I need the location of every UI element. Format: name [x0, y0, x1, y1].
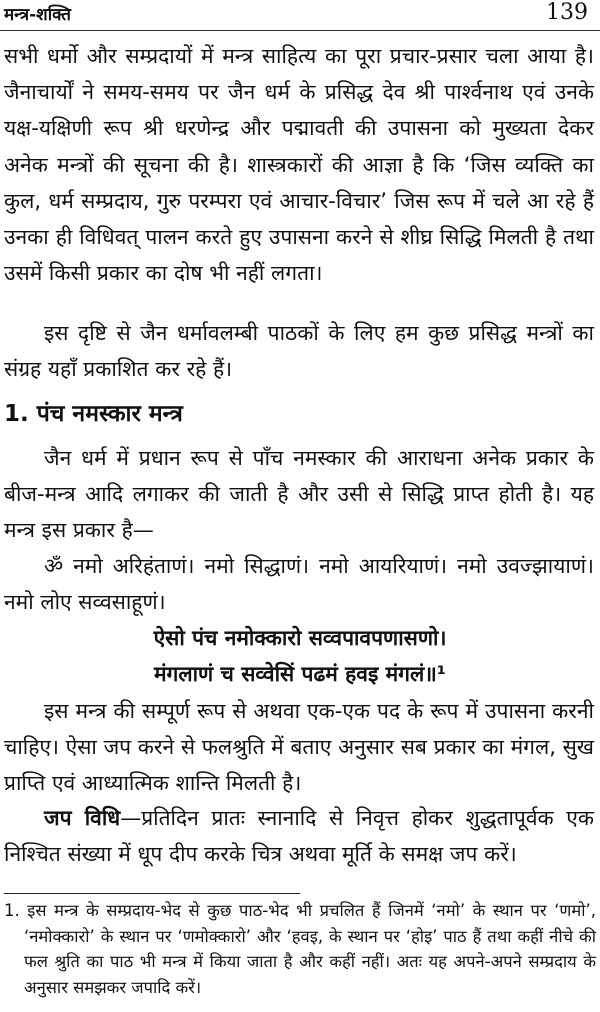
paragraph-mantra-text: ॐ नमो अरिहंताणं। नमो सिद्धाणं। नमो आयरियाणं। नमो उवज्झायाणं। नमो लोए सव्वसाहूणं।	[4, 554, 594, 615]
paragraph-worship: इस मन्त्र की सम्पूर्ण रूप से अथवा एक-एक पद के रूप में उपासना करनी चाहिए। ऐसा जप करने से फलश्रुति में बताए अनुसार सब प्रकार का मंगल, सुख प्राप्ति एवं आध्यात्मिक शान्ति मिलती है।	[4, 699, 594, 796]
paragraph-intro: सभी धर्मो और सम्प्रदायों में मन्त्र साहित्य का पूरा प्रचार-प्रसार चला आया है। जैनाचार्यों ने समय-समय पर जैन धर्म के प्रसिद्ध देव श्री पार्श्वनाथ एवं उनके यक्ष-यक्षिणी रूप श्री धरणेन्द्र और पद्मावती की उपासना को मुख्यता देकर अनेक मन्त्रों की सूचना की है। शास्त्रकारों की आज्ञा है कि ‘जिस व्यक्ति का कुल, धर्म सम्प्रदाय, गुरु परम्परा एवं आचार-विचार’ जिस रूप में चले आ रहे हैं उनका ही विधिवत् पालन करते हुए उपासना करने से शीघ्र सिद्धि मिलती है तथा उसमें किसी प्रकार का दोष भी नहीं लगता।	[4, 44, 594, 286]
paragraph-collection-note: इस दृष्टि से जैन धर्मावलम्बी पाठकों के लिए हम कुछ प्रसिद्ध मन्त्रों का संग्रह यहाँ प्रकाशित कर रहे हैं।	[4, 321, 594, 382]
page-number: 139	[546, 0, 588, 25]
footnote-rule	[4, 893, 300, 894]
jap-vidhi-text: —प्रतिदिन प्रातः स्नानादि से निवृत्त होकर शुद्धतापूर्वक एक निश्चित संख्या में धूप दीप करके चित्र अथवा मूर्ति के समक्ष जप करें।	[4, 806, 594, 867]
header-rule	[0, 30, 600, 31]
verse-line-2: मंगलाणं च सव्वेसिं पढमं हवइ मंगलं॥¹	[154, 662, 446, 686]
section-heading: 1. पंच नमस्कार मन्त्र	[4, 401, 183, 427]
jap-vidhi-label: जप विधि	[44, 806, 121, 830]
paragraph-jap-vidhi	[4, 800, 594, 872]
verse-line-1: ऐसो पंच नमोक्कारो सव्वपावपणासणो।	[153, 626, 447, 650]
paragraph-mantra-intro: जैन धर्म में प्रधान रूप से पाँच नमस्कार की आराधना अनेक प्रकार के बीज-मन्त्र आदि लगाकर की जाती है और उसी से सिद्धि प्राप्त होती है। यह मन्त्र इस प्रकार है—	[4, 446, 594, 543]
running-head: मन्त्र-शक्ति	[4, 5, 71, 25]
footnote: 1. इस मन्त्र के सम्प्रदाय-भेद से कुछ पाठ-भेद भी प्रचलित हैं जिनमें ‘नमो’ के स्थान पर ‘णमो’, ‘नमोक्कारो’ के स्थान पर ‘णमोक्कारो’ और ‘हवइ, के स्थान पर ‘होइ’ पाठ हैं तथा कहीं नीचे की फल श्रुति का पाठ भी मन्त्र में किया जाता है और कहीं नहीं। अतः यह अपने-अपने सम्प्रदाय के अनुसार समझकर जपादि करें।	[4, 901, 596, 997]
